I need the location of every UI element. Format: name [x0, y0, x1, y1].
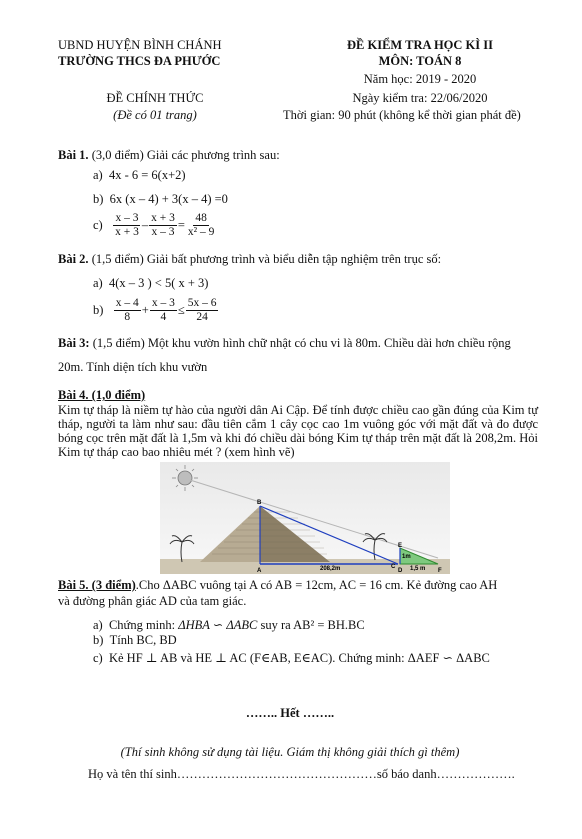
bai4-heading: Bài 4. (1,0 điểm)	[58, 388, 146, 402]
fraction: $\frac{x - 4}{8}$	[115, 297, 139, 323]
point-label: D	[398, 568, 403, 574]
official-label: ĐỀ CHÍNH THỨC	[106, 91, 204, 105]
candidate-info-line: Họ và tên thí sinh…………………………………………số báo danh……………….	[88, 767, 515, 781]
fraction: $\frac{x - 3}{x + 3}$	[115, 212, 139, 238]
bai5-line1: Bài 5. (3 điểm).Cho ΔABC vuông tại A có AB = 12cm, AC = 16 cm. Kẻ đường cao AH	[58, 578, 498, 592]
fraction: $\frac{5x - 6}{24}$	[187, 297, 217, 323]
bai1-b: b) 6x (x – 4) + 3(x – 4) =0	[93, 192, 228, 206]
exam-title: ĐỀ KIỂM TRA HỌC KÌ II	[347, 38, 493, 52]
length-label: 208,2m	[320, 566, 341, 572]
fraction: $\frac{48}{\text{x² – 9}}$	[187, 212, 215, 238]
bai2-b: b) $\frac{x - 4}{8}$ + $\frac{x - 3}{4}$ ≤ $\frac{5x - 6}{24}$	[93, 297, 217, 323]
bai1-a: a) 4x - 6 = 6(x+2)	[93, 168, 186, 182]
bai5-line2: và đường phân giác AD của tam giác.	[58, 594, 247, 608]
bai3-line1: Bài 3: (1,5 điểm) Một khu vườn hình chữ nhật có chu vi là 80m. Chiều dài hơn chiều rộng	[58, 336, 511, 350]
subject: MÔN: TOÁN 8	[378, 54, 462, 68]
fraction: $\frac{x - 3}{4}$	[151, 297, 175, 323]
district-name: UBND HUYỆN BÌNH CHÁNH	[58, 38, 222, 52]
bai4-text: Kim tự tháp là niềm tự hào của người dân Ai Cập. Để tính được chiều cao gần đúng của Kim tự tháp, người ta làm như sau: đầu tiên cắm 1 cây cọc cao 1m vuông góc với mặt đất và đo được bóng cọc trên mặt đất là 1,5m và khi đó chiều dài bóng Kim tự tháp trên mặt đất là 208,2m. Hỏi Kim tự tháp cao bao nhiêu mét ? (xem hình vẽ)	[58, 403, 538, 459]
duration: Thời gian: 90 phút (không kể thời gian phát đề)	[283, 108, 521, 122]
point-label: E	[398, 543, 403, 549]
pyramid-figure	[160, 462, 450, 574]
school-name: TRƯỜNG THCS ĐA PHƯỚC	[58, 54, 221, 68]
bai2-a: a) 4(x – 3 ) < 5( x + 3)	[93, 276, 209, 290]
exam-date: Ngày kiểm tra: 22/06/2020	[352, 91, 488, 105]
bai5-a: a) Chứng minh: ΔHBA ∽ ΔABC suy ra AB² = BH.BC	[93, 618, 365, 632]
bai5-c: c) Kẻ HF ⊥ AB và HE ⊥ AC (F∈AB, E∈AC). Chứng minh: ΔAEF ∽ ΔABC	[93, 651, 490, 665]
point-label: F	[438, 568, 442, 574]
school-year: Năm học: 2019 - 2020	[363, 72, 477, 86]
bai1-heading: Bài 1. (3,0 điểm) Giải các phương trình sau:	[58, 148, 280, 162]
end-marker: …….. Hết ……..	[245, 706, 335, 720]
fraction: $\frac{x + 3}{x - 3}$	[151, 212, 175, 238]
bai3-line2: 20m. Tính diện tích khu vườn	[58, 360, 208, 374]
point-label: A	[257, 568, 262, 574]
point-label: C	[391, 564, 396, 570]
length-label: 1m	[402, 554, 411, 560]
point-label: B	[257, 500, 262, 506]
bai1-c: c) $\frac{x - 3}{x + 3}$ – $\frac{x + 3}{x - 3}$ = $\frac{48}{\text{x² – 9}}$	[93, 212, 215, 238]
exam-note: (Thí sinh không sử dụng tài liệu. Giám thị không giải thích gì thêm)	[120, 745, 460, 759]
bai2-heading: Bài 2. (1,5 điểm) Giải bất phương trình và biểu diễn tập nghiệm trên trục số:	[58, 252, 442, 266]
length-label: 1,5 m	[410, 566, 426, 572]
bai5-b: b) Tính BC, BD	[93, 633, 177, 647]
page-count: (Đề có 01 trang)	[113, 108, 197, 122]
